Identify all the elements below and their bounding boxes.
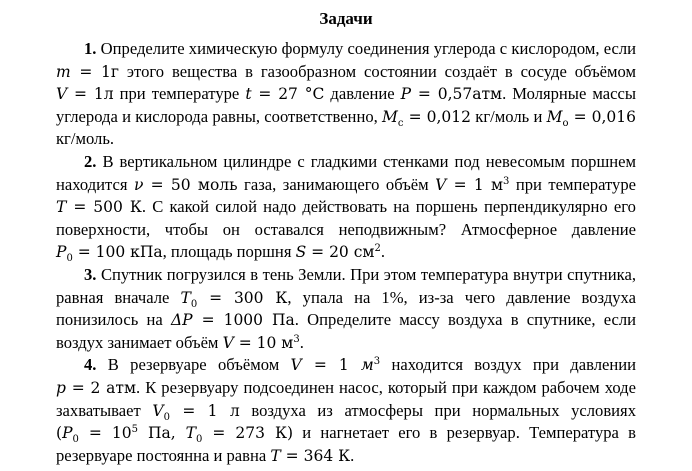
task-4: 4. В резервуаре объёмом V = 1 $м^3$ находится воздух при давлении p = 2 атм. К резервуару подсоединен насос, который при каждом рабочем ходе захватывает $V_0 = 1$ л воздуха из атмосферы при нормальных условиях ($P_0 = 10^5$ Па, $T_0 = 273$ К) и нагнетает его в резервуар. Температура в резервуаре постоянна и равна T = 364 К. [56, 355, 636, 465]
task-1: 1. Определите химическую формулу соединения углерода с кислородом, если m = 1г этого вещества в газообразном состоянии создаёт в сосуде объёмом V = 1л при температуре t = 27 °C давление P = 0,57атм. Молярные массы углерода и кислорода равны, соответственно, $M_c = 0,012$ кг/моль и $M_o = 0,016$ кг/моль. [56, 39, 636, 149]
page-title: Задачи [319, 9, 373, 28]
task-2: 2. В вертикальном цилиндре с гладкими стенками под невесомым поршнем находится ν = 50 моль газа, занимающего объём V = 1 $м^3$ при температуре T = 500 К. С какой силой надо действовать на поршень перпендикулярно его поверхности, чтобы он оставался неподвижным? Атмосферное давление $P_0 = 100$ кПа, площадь поршня S = 20 $см^2$. [56, 151, 636, 265]
task-number: 4. [84, 355, 97, 375]
task-number: 1. [84, 39, 97, 58]
task-3: 3. Спутник погрузился в тень Земли. При этом температура внутри спутника, равная вначале $T_0 = 300$ К, упала на 1%, из-за чего давление воздуха понизилось на ΔP = 1000 Па. Определите массу воздуха в спутнике, если воздух занимает объём V = 10 $м^3$. [56, 264, 637, 352]
task-number: 2. [84, 151, 97, 171]
task-number: 3. [84, 264, 97, 284]
